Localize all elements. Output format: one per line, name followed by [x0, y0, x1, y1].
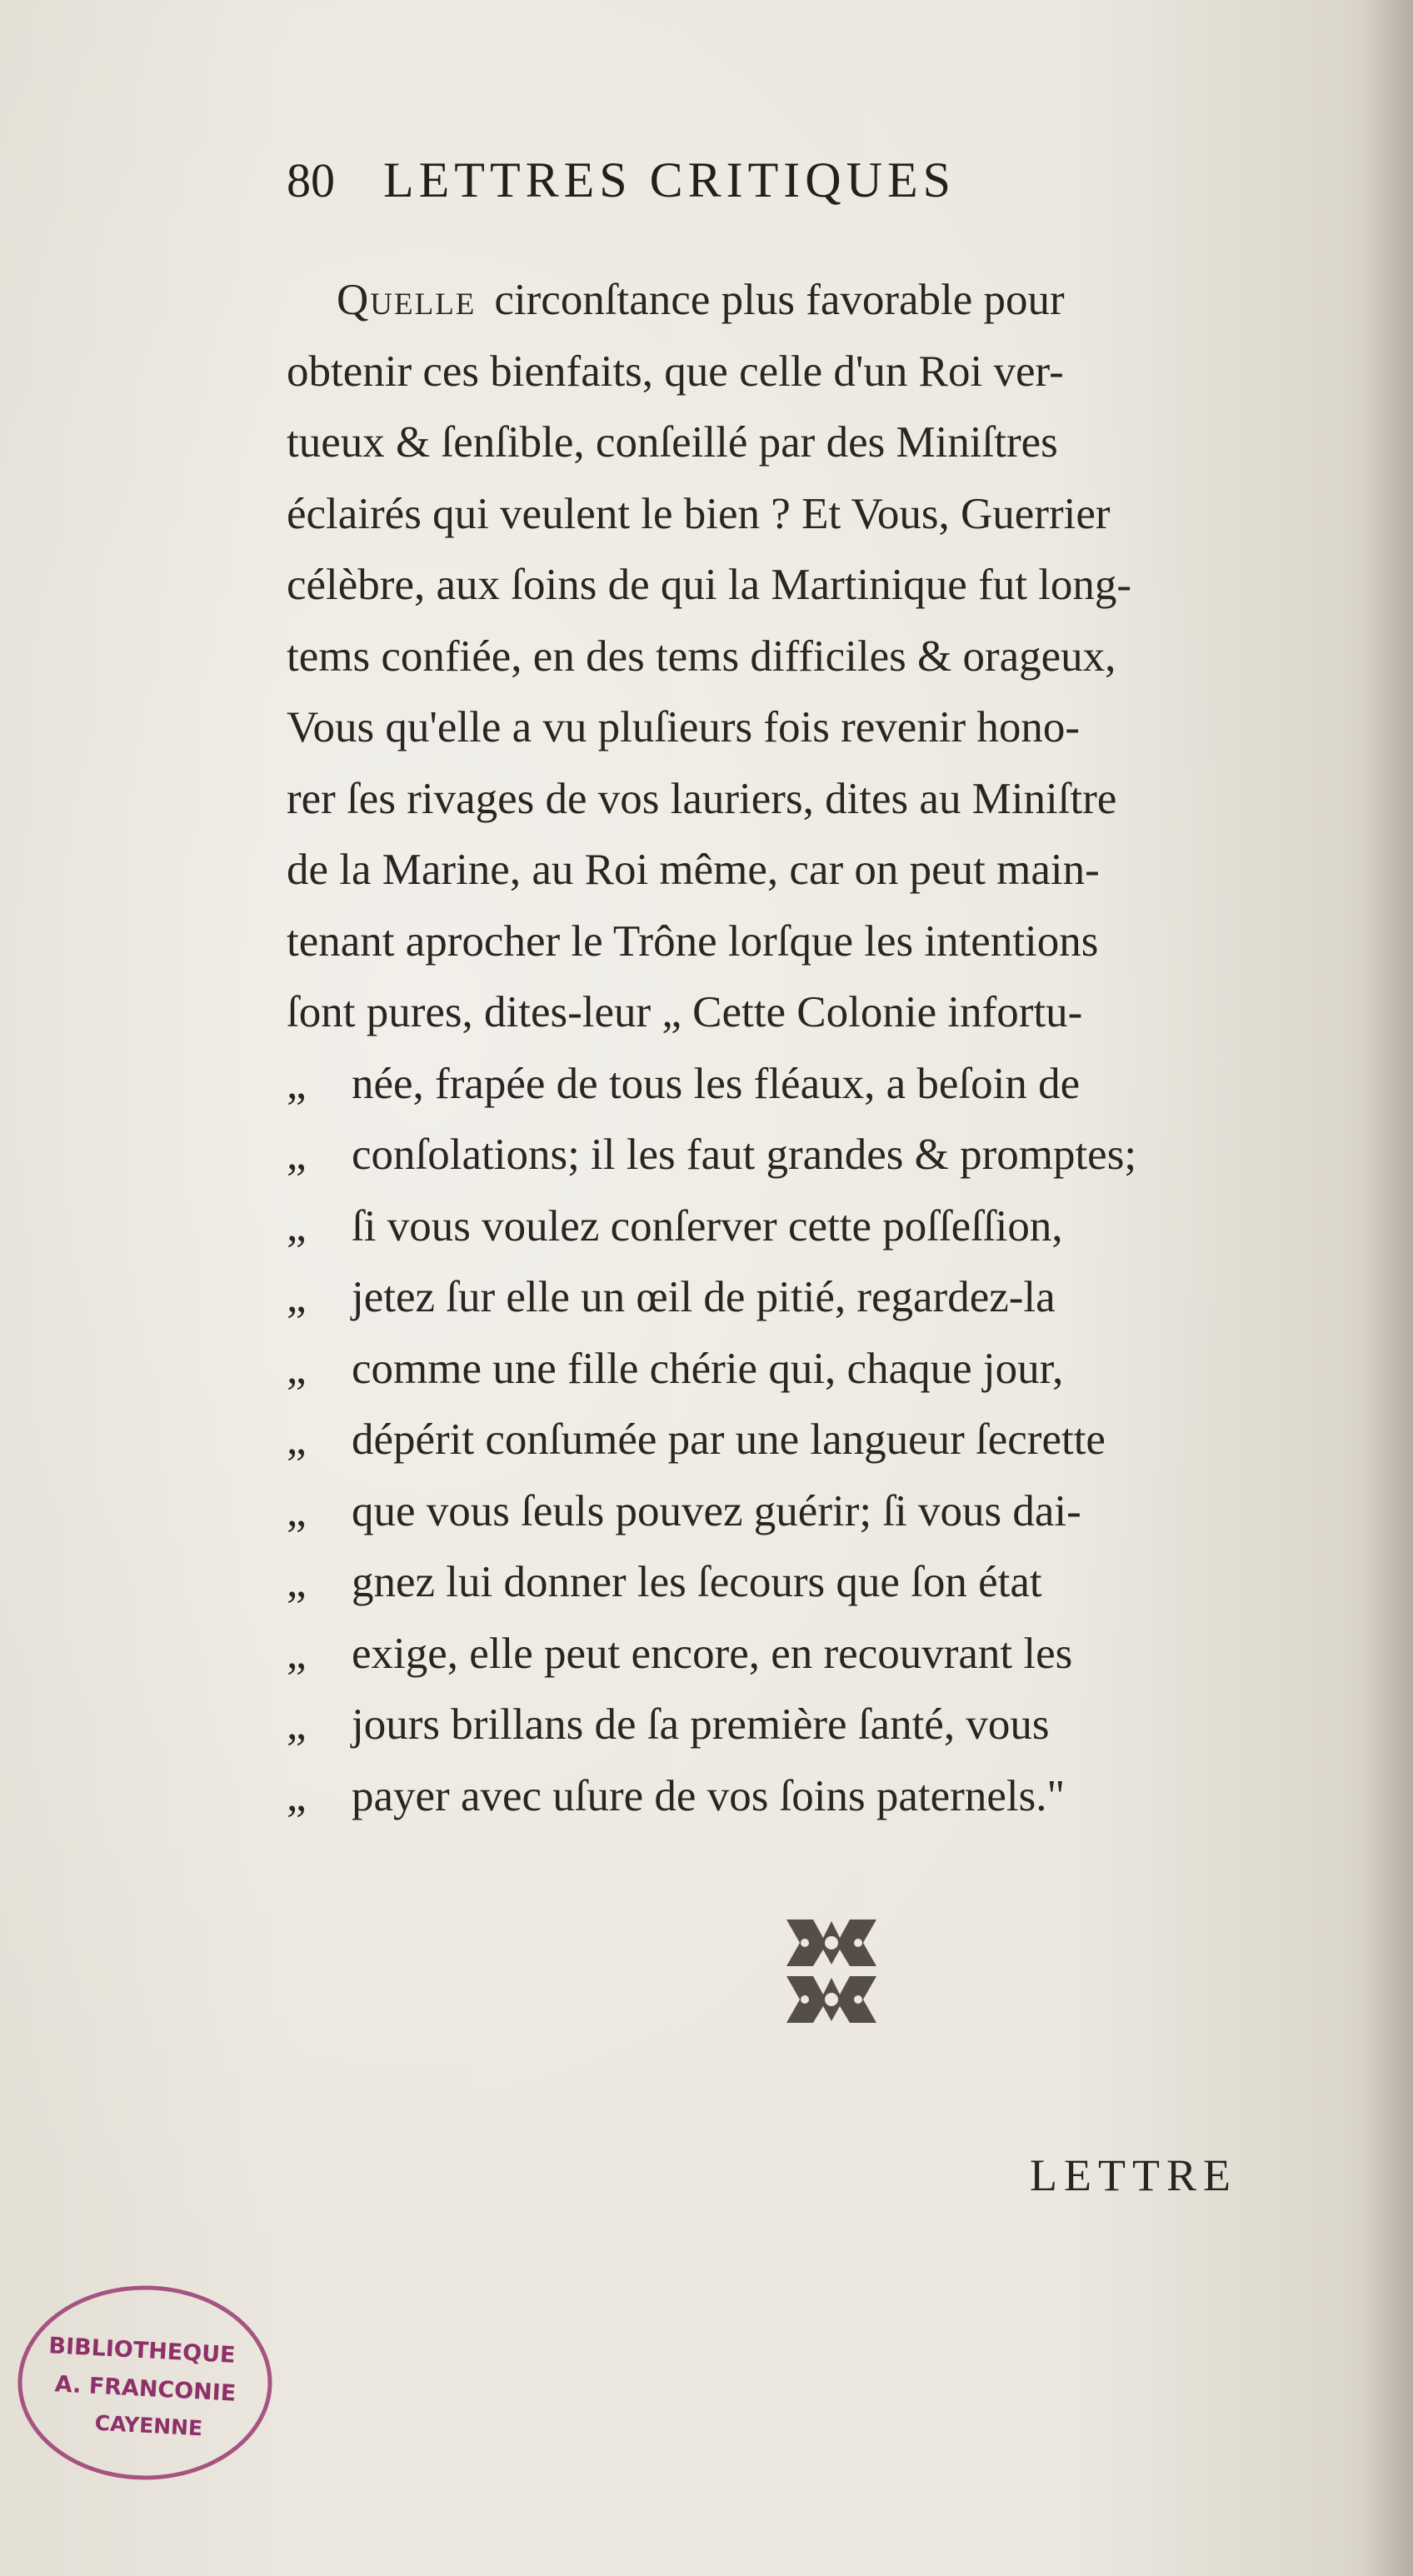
line-text: que vous ſeuls pouvez guérir; ſi vous dai- — [352, 1486, 1081, 1535]
line-text: née, frapée de tous les fléaux, a beſoin de — [352, 1059, 1081, 1108]
quote-mark: „ — [287, 1344, 307, 1393]
quoted-line — [287, 1547, 1361, 1619]
text-line — [287, 692, 1361, 764]
line-text: obtenir ces bienfaits, que celle d'un Roi ver- — [287, 347, 1064, 396]
quoted-line — [287, 1405, 1361, 1476]
stamp-line-1: BIBLIOTHEQUE — [47, 2333, 237, 2369]
quote-mark: „ — [287, 1558, 307, 1606]
quoted-line — [287, 1120, 1361, 1191]
line-text: payer avec uſure de vos ſoins paternels." — [352, 1771, 1066, 1820]
line-text: de la Marine, au Roi même, car on peut main- — [287, 846, 1100, 894]
line-text: dépérit conſumée par une langueur ſecrette — [352, 1415, 1106, 1464]
line-text: tueux & ſenſible, conſeillé par des Miniſtres — [287, 418, 1058, 467]
text-line — [287, 337, 1361, 408]
line-text: tems confiée, en des tems difficiles & orageux, — [287, 632, 1116, 681]
line-text: ſont pures, dites-leur „ Cette Colonie infortu- — [287, 988, 1083, 1036]
printers-fleuron-ornament-icon — [780, 1913, 883, 2029]
text-line — [287, 479, 1361, 551]
text-line — [287, 835, 1361, 906]
quoted-line — [287, 1761, 1361, 1833]
line-text: exige, elle peut encore, en recouvrant les — [352, 1629, 1073, 1678]
quoted-line — [287, 1690, 1361, 1761]
line-text: éclairés qui veulent le bien ? Et Vous, Guerrier — [287, 489, 1111, 538]
text-line — [287, 764, 1361, 836]
quoted-line — [287, 1476, 1361, 1548]
text-line — [287, 407, 1361, 479]
quote-mark: „ — [287, 1059, 307, 1108]
gutter-shadow — [1363, 0, 1413, 2576]
library-stamp-icon — [12, 2279, 278, 2486]
line-text: jetez ſur elle un œil de pitié, regardez-la — [352, 1273, 1056, 1321]
running-title: LETTRES CRITIQUES — [383, 152, 956, 207]
quote-mark: „ — [287, 1273, 307, 1321]
line-text: tenant aprocher le Trône lorſque les intentions — [287, 916, 1099, 966]
quote-mark: „ — [287, 1629, 307, 1678]
line-text: conſolations; il les faut grandes & promptes; — [352, 1131, 1137, 1179]
quoted-line — [287, 1262, 1361, 1334]
quoted-line — [287, 1619, 1361, 1690]
lead-word: Quelle — [337, 276, 477, 324]
quote-mark: „ — [287, 1201, 307, 1251]
line-text: célèbre, aux ſoins de qui la Martinique fut long- — [287, 561, 1132, 609]
quoted-line — [287, 1334, 1361, 1405]
quote-mark: „ — [287, 1415, 307, 1464]
text-line — [287, 622, 1361, 693]
stamp-line-2: A. FRANCONIE — [53, 2371, 237, 2407]
text-line — [287, 906, 1361, 978]
body-text — [287, 265, 1361, 1832]
line-text: circonſtance plus favorable pour — [494, 276, 1065, 324]
text-line — [287, 977, 1361, 1049]
running-header — [287, 152, 1220, 218]
line-text: comme une fille chérie qui, chaque jour, — [352, 1344, 1064, 1393]
quote-mark: „ — [287, 1486, 307, 1535]
line-text: Vous qu'elle a vu pluſieurs fois revenir hono- — [287, 703, 1081, 751]
quote-mark: „ — [287, 1131, 307, 1179]
page-number: 80 — [287, 153, 335, 207]
line-text: gnez lui donner les ſecours que ſon état — [352, 1558, 1042, 1606]
text-line — [287, 265, 1361, 337]
stamp-line-3: CAYENNE — [94, 2410, 203, 2441]
catchword: LETTRE — [1030, 2150, 1237, 2200]
line-text: rer ſes rivages de vos lauriers, dites au Miniſtre — [287, 774, 1117, 823]
quoted-line — [287, 1049, 1361, 1121]
quote-mark: „ — [287, 1771, 307, 1820]
quote-mark: „ — [287, 1700, 307, 1749]
line-text: jours brillans de ſa première ſanté, vous — [352, 1700, 1050, 1749]
quoted-line — [287, 1191, 1361, 1263]
text-line — [287, 550, 1361, 622]
line-text: ſi vous voulez conſerver cette poſſeſſion, — [352, 1201, 1063, 1251]
